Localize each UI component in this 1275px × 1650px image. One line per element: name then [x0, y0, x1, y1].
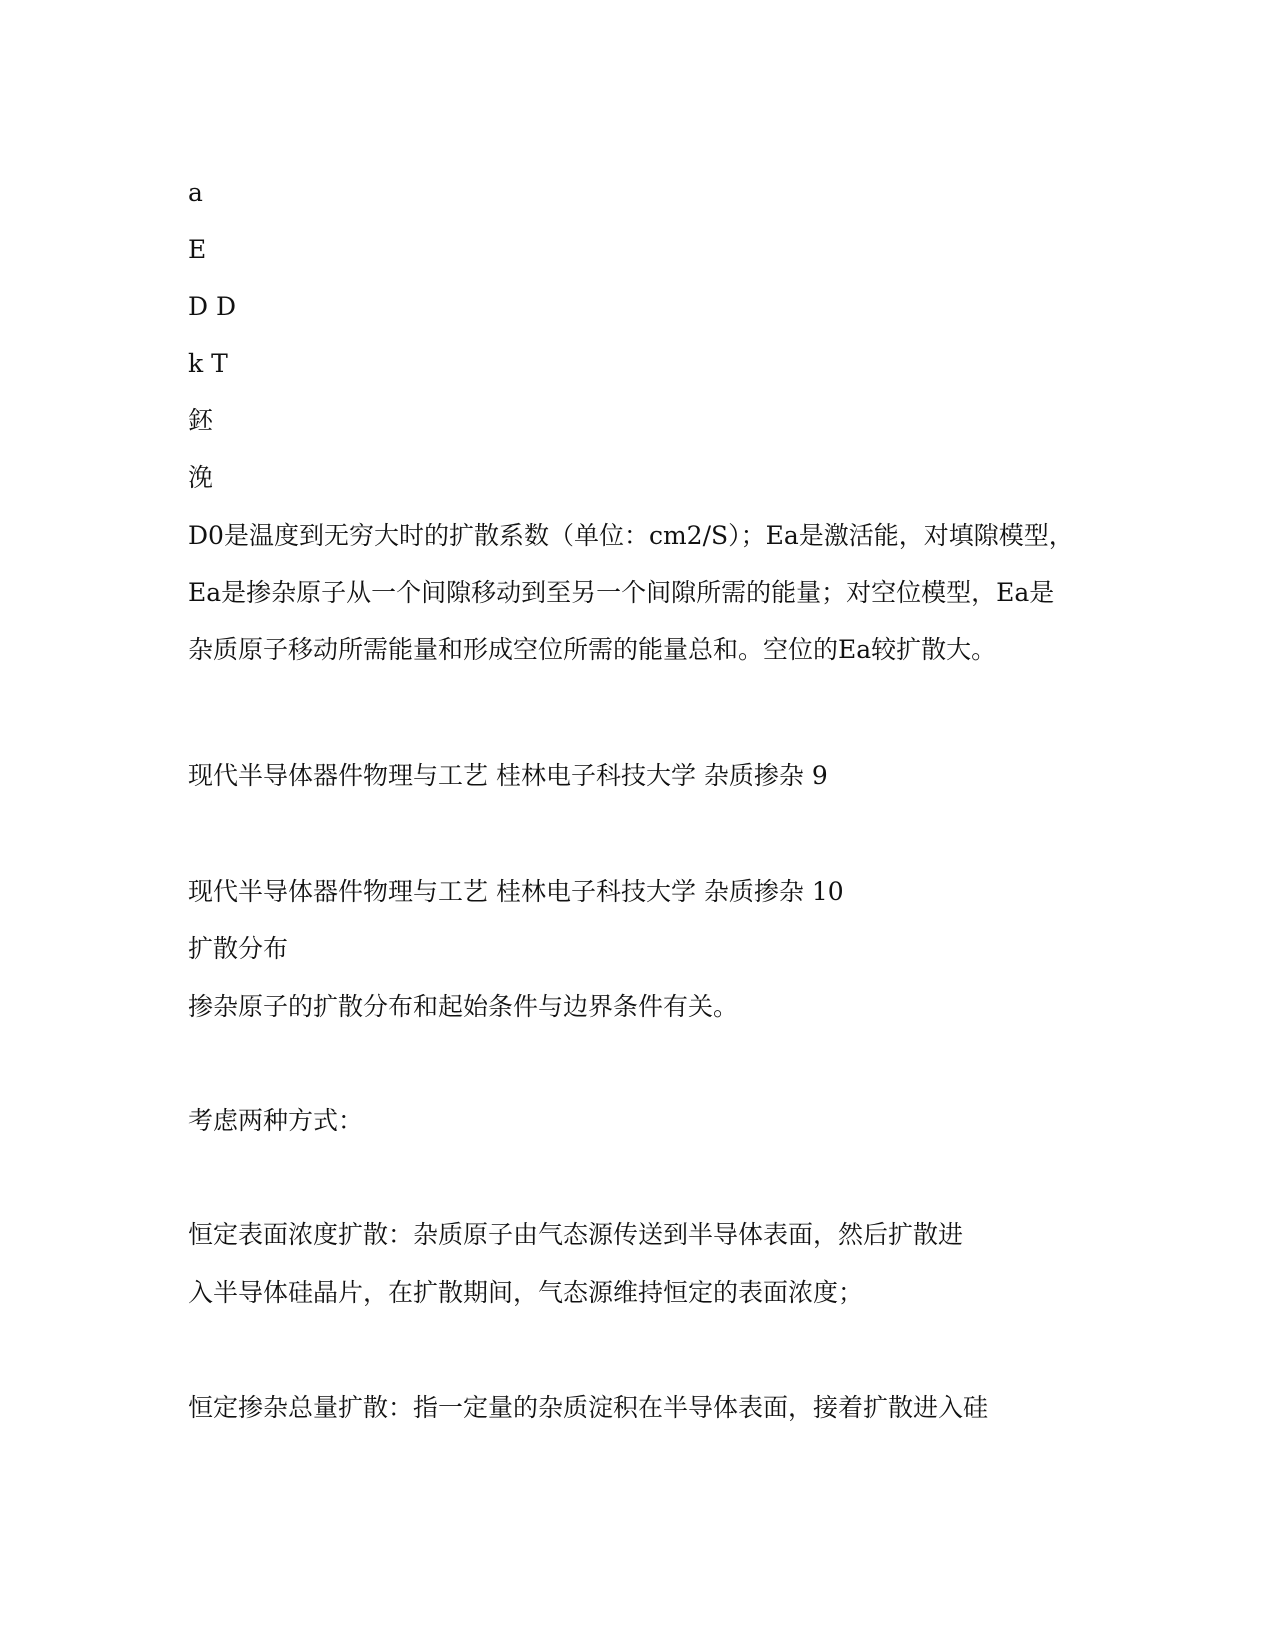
constant-total-line-1: 恒定掺杂总量扩散：指一定量的杂质淀积在半导体表面，接着扩散进入硅	[188, 1393, 989, 1422]
paragraph-line-1: D0是温度到无穷大时的扩散系数（单位：cm2/S）；Ea是激活能，对填隙模型，	[188, 521, 1074, 550]
page-footer-10: 现代半导体器件物理与工艺 桂林电子科技大学 杂质掺杂 10	[188, 877, 844, 906]
constant-surface-line-1: 恒定表面浓度扩散：杂质原子由气态源传送到半导体表面，然后扩散进	[188, 1220, 964, 1249]
section-heading: 扩散分布	[188, 934, 289, 963]
formula-fragment-dd: D D	[188, 292, 237, 321]
constant-surface-line-2: 入半导体硅晶片，在扩散期间，气态源维持恒定的表面浓度；	[188, 1278, 864, 1307]
formula-fragment-e: E	[188, 235, 207, 264]
formula-fragment-kt: k T	[188, 349, 228, 378]
garbled-glyph-1: 鉟	[188, 406, 214, 435]
two-methods-lead: 考虑两种方式：	[188, 1106, 364, 1135]
intro-sentence: 掺杂原子的扩散分布和起始条件与边界条件有关。	[188, 992, 739, 1021]
formula-fragment-a: a	[188, 178, 203, 207]
garbled-glyph-2: 浼	[188, 463, 214, 492]
page-footer-9: 现代半导体器件物理与工艺 桂林电子科技大学 杂质掺杂 9	[188, 761, 828, 790]
paragraph-line-3: 杂质原子移动所需能量和形成空位所需的能量总和。空位的Ea较扩散大。	[188, 635, 997, 664]
paragraph-line-2: Ea是掺杂原子从一个间隙移动到至另一个间隙所需的能量；对空位模型，Ea是	[188, 578, 1055, 607]
